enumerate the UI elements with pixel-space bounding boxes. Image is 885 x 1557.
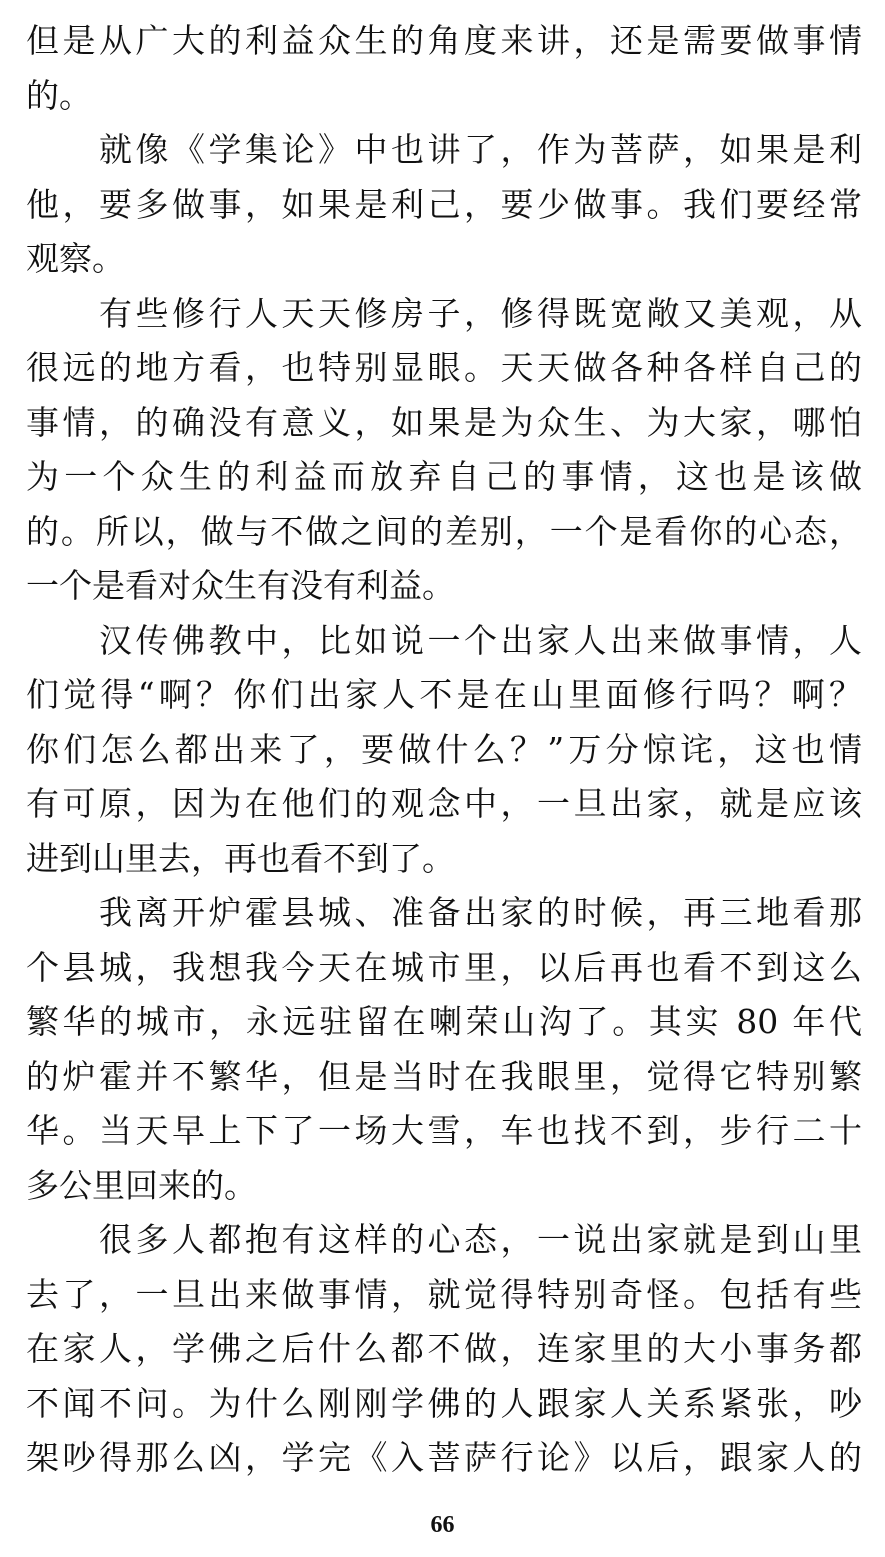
- text-line: 的。: [26, 75, 92, 115]
- text-line: 进到山里去，再也看不到了。: [26, 838, 455, 878]
- text-line: 很远的地方看，也特别显眼。天天做各种各样自己的: [26, 348, 862, 387]
- text-line: 个县城，我想我今天在城市里，以后再也看不到这么: [26, 947, 862, 987]
- text-line: 但是从广大的利益众生的角度来讲，还是需要做事情: [26, 21, 862, 60]
- text-line: 去了，一旦出来做事情，就觉得特别奇怪。包括有些: [26, 1274, 862, 1314]
- text-line: 事情，的确没有意义，如果是为众生、为大家，哪怕: [26, 402, 862, 442]
- text-line: 你们怎么都出来了，要做什么？”万分惊诧，这也情: [26, 729, 862, 769]
- text-line: 在家人，学佛之后什么都不做，连家里的大小事务都: [26, 1329, 862, 1368]
- text-line: 有可原，因为在他们的观念中，一旦出家，就是应该: [26, 784, 862, 823]
- page-number: 66: [430, 1512, 455, 1538]
- text-line: 观察。: [26, 239, 125, 278]
- text-line: 们觉得“啊？你们出家人不是在山里面修行吗？啊？: [26, 675, 862, 714]
- text-line: 他，要多做事，如果是利己，要少做事。我们要经常: [26, 184, 862, 224]
- paragraph-start-line: 就像《学集论》中也讲了，作为菩萨，如果是利: [99, 130, 862, 169]
- paragraph-start-line: 汉传佛教中，比如说一个出家人出来做事情，人: [99, 620, 862, 660]
- text-line: 为一个众生的利益而放弃自己的事情，这也是该做: [26, 457, 862, 496]
- paragraph-start-line: 我离开炉霍县城、准备出家的时候，再三地看那: [99, 893, 862, 932]
- text-line: 一个是看对众生有没有利益。: [26, 566, 455, 605]
- paragraph-start-line: 很多人都抱有这样的心态，一说出家就是到山里: [99, 1220, 862, 1259]
- text-line: 的。所以，做与不做之间的差别，一个是看你的心态，: [26, 511, 862, 551]
- text-line: 的炉霍并不繁华，但是当时在我眼里，觉得它特别繁: [26, 1056, 862, 1096]
- text-line: 华。当天早上下了一场大雪，车也找不到，步行二十: [26, 1111, 862, 1150]
- text-line: 不闻不问。为什么刚刚学佛的人跟家人关系紧张，吵: [26, 1383, 862, 1423]
- paragraph-start-line: 有些修行人天天修房子，修得既宽敞又美观，从: [99, 293, 862, 333]
- text-line: 繁华的城市，永远驻留在喇荣山沟了。其实 80 年代: [26, 1002, 862, 1041]
- body-text: [26, 14, 862, 1486]
- text-line: 架吵得那么凶，学完《入菩萨行论》以后，跟家人的: [26, 1438, 862, 1477]
- text-line: 多公里回来的。: [26, 1165, 257, 1205]
